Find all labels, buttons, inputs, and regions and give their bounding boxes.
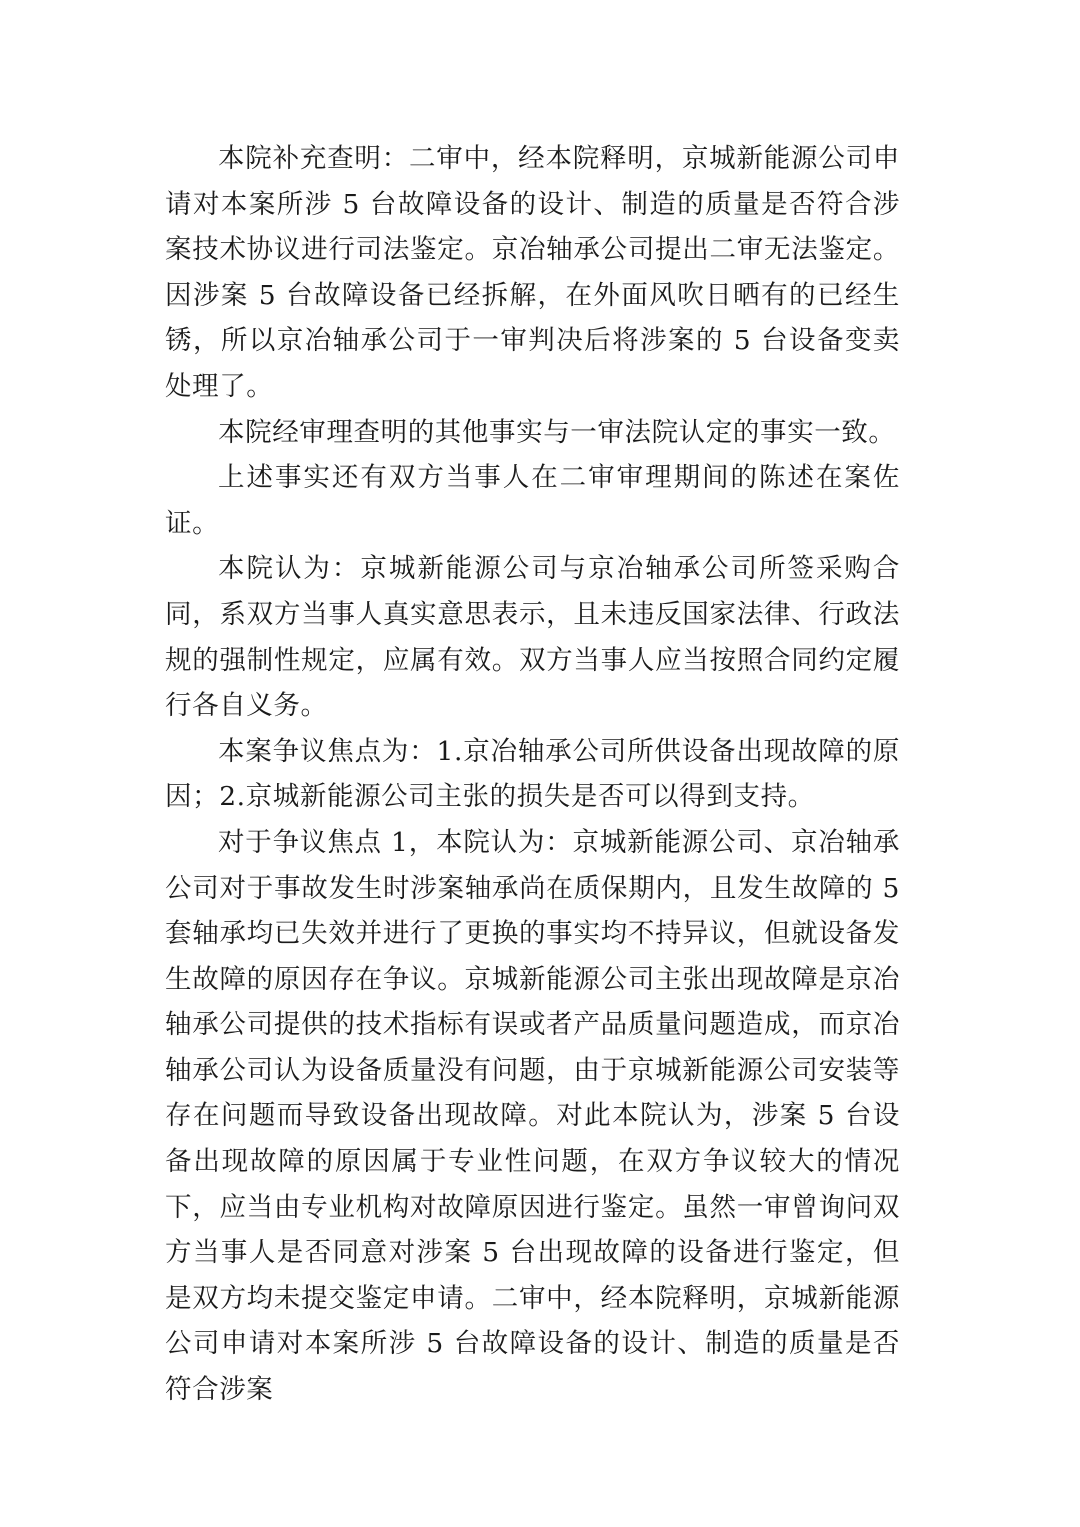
paragraph-focus-one-analysis: 对于争议焦点 1，本院认为：京城新能源公司、京冶轴承公司对于事故发生时涉案轴承尚在质保期内，且发生故障的 5 套轴承均已失效并进行了更换的事实均不持异议，但就设备发生故障的原因存在争议。京城新能源公司主张出现故障是京冶轴承公司提供的技术指标有误或者产品质量问题造成，而京冶轴承公司认为设备质量没有问题，由于京城新能源公司安装等存在问题而导致设备出现故障。对此本院认为，涉案 5 台设备出现故障的原因属于专业性问题，在双方争议较大的情况下，应当由专业机构对故障原因进行鉴定。虽然一审曾询问双方当事人是否同意对涉案 5 台出现故障的设备进行鉴定，但是双方均未提交鉴定申请。二审中，经本院释明，京城新能源公司申请对本案所涉 5 台故障设备的设计、制造的质量是否符合涉案 — [165, 826, 900, 1406]
paragraph-supplementary-findings: 本院补充查明：二审中，经本院释明，京城新能源公司申请对本案所涉 5 台故障设备的设计、制造的质量是否符合涉案技术协议进行司法鉴定。京冶轴承公司提出二审无法鉴定。因涉案 5 台故障设备已经拆解，在外面风吹日晒有的已经生锈，所以京冶轴承公司于一审判决后将涉案的 5 台设备变卖处理了。 — [165, 143, 900, 402]
document-body — [165, 136, 900, 1413]
paragraph-dispute-focus: 本案争议焦点为：1.京冶轴承公司所供设备出现故障的原因；2.京城新能源公司主张的损失是否可以得到支持。 — [165, 735, 900, 813]
paragraph-evidence: 上述事实还有双方当事人在二审审理期间的陈述在案佐证。 — [165, 462, 900, 539]
paragraph-other-facts: 本院经审理查明的其他事实与一审法院认定的事实一致。 — [218, 416, 896, 448]
paragraph-court-opinion: 本院认为：京城新能源公司与京冶轴承公司所签采购合同，系双方当事人真实意思表示，且未违反国家法律、行政法规的强制性规定，应属有效。双方当事人应当按照合同约定履行各自义务。 — [165, 553, 900, 722]
